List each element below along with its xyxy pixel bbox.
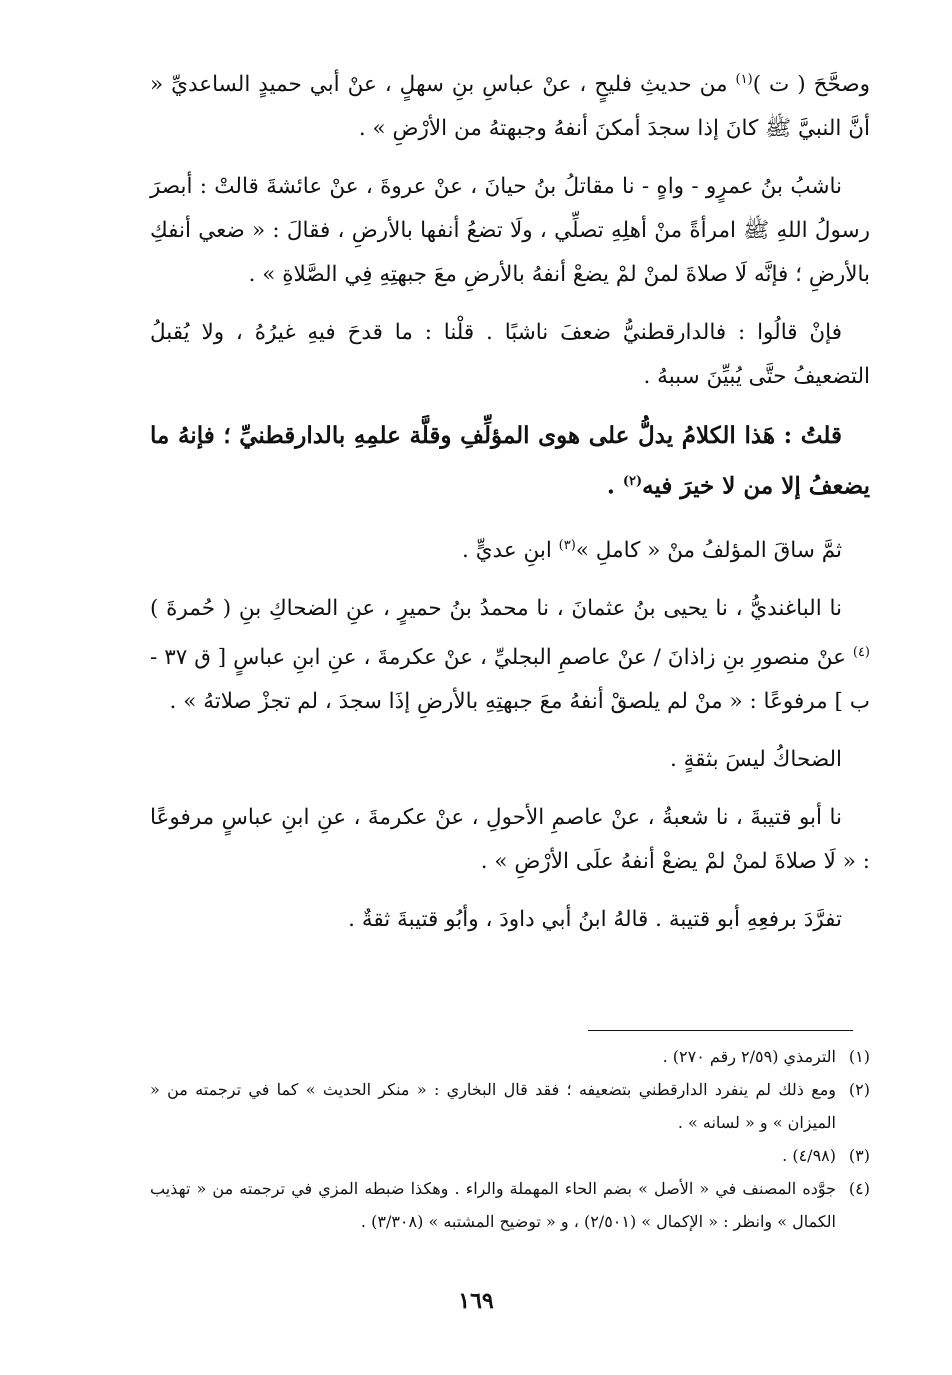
footnote-ref: (٢) bbox=[622, 474, 643, 490]
page-number: ١٦٩ bbox=[458, 1288, 494, 1314]
footnote-ref: (٤) bbox=[852, 644, 870, 660]
footnote-ref: (٣) bbox=[558, 537, 576, 553]
paragraph-5 bbox=[150, 524, 870, 573]
footnotes bbox=[150, 1040, 870, 1238]
paragraph-4-author-comment bbox=[150, 413, 870, 510]
footnote-text: ومع ذلك لم ينفرد الدارقطني بتضعيفه ؛ فقد قال البخاري : « منكر الحديث » كما في ترجمته من « الميزان » و « لسانه » . bbox=[150, 1080, 837, 1132]
paragraph-8 bbox=[150, 796, 870, 884]
footnote-ref: (١) bbox=[735, 72, 753, 87]
paragraph-3 bbox=[150, 311, 870, 399]
footnote-text: الترمذي (٢/٥٩ رقم ٢٧٠) . bbox=[662, 1047, 836, 1066]
paragraph-1 bbox=[150, 58, 870, 151]
footnote-4 bbox=[150, 1172, 870, 1238]
paragraph-text: من حديثِ فليحٍ ، عنْ عباسِ بنِ سهلٍ ، عنْ أبي حميدٍ الساعديِّ « أنَّ النبيَّ ﷺ كانَ إذا سجدَ أمكنَ أنفهُ وجبهتهُ من الأرْضِ » . bbox=[150, 72, 870, 142]
paragraph-6 bbox=[150, 587, 870, 724]
footnote-1 bbox=[150, 1040, 870, 1073]
footnote-text: (٤/٩٨) . bbox=[782, 1146, 836, 1165]
paragraph-7 bbox=[150, 738, 870, 782]
paragraph-text: عنْ منصورِ بنِ زاذانَ / عنْ عاصمِ البجليِّ ، عنْ عكرمةَ ، عنِ ابنِ عباسٍ [ ق ٣٧ - ب ] مرفوعًا : « منْ لم يلصقْ أنفهُ معَ جبهتِهِ بالأرضِ إذَا سجدَ ، لم تجزْ صلاتهُ » . bbox=[150, 645, 870, 715]
footnote-number: (٣) bbox=[848, 1146, 870, 1165]
paragraph-text: نا الباغنديُّ ، نا يحيى بنُ عثمانَ ، نا محمدُ بنُ حميرٍ ، عنِ الضحاكِ بنِ ( حُمرةَ ) bbox=[150, 595, 842, 621]
paragraph-2 bbox=[150, 165, 870, 297]
paragraph-text: وصحَّحَ ( ت ) bbox=[752, 72, 871, 98]
footnote-number: (٤) bbox=[848, 1179, 870, 1198]
footnote-3 bbox=[150, 1139, 870, 1172]
paragraph-text: فإنْ قالُوا : فالدارقطنيُّ ضعفَ ناشبًا . قلْنا : ما قدحَ فيهِ غيرُهُ ، ولا يُقبلُ التضعيفُ حتَّى يُبيِّنَ سببهُ . bbox=[150, 320, 870, 390]
paragraph-text: ناشبُ بنُ عمرٍو - واهٍ - نا مقاتلُ بنُ حيانَ ، عنْ عروةَ ، عنْ عائشةَ قالتْ : أبصرَ رسولُ اللهِ ﷺ امرأةً منْ أهلِهِ تصلِّي ، ولَا تضعُ أنفها بالأرضِ ، فقالَ : « ضعي أنفكِ بالأرضِ ؛ فإنَّه لَا صلاةَ لمنْ لمْ يضعْ أنفهُ بالأرضِ معَ جبهتِهِ فِي الصَّلاةِ » . bbox=[150, 174, 870, 288]
footnote-text: جوَّده المصنف في « الأصل » بضم الحاء المهملة والراء . وهكذا ضبطه المزي في ترجمته من « تهذيب الكمال » وانظر : « الإكمال » (٢/٥٠١) ، و « توضيح المشتبه » (٣/٣٠٨) . bbox=[150, 1179, 836, 1231]
footnote-number: (١) bbox=[848, 1047, 870, 1066]
paragraph-text: ثمَّ ساقَ المؤلفُ منْ « كاملِ » bbox=[575, 537, 842, 563]
paragraph-text: . bbox=[606, 472, 623, 500]
main-text bbox=[150, 58, 870, 956]
paragraph-text: تفرَّدَ برفعِهِ أبو قتيبة . قالهُ ابنُ أبي داودَ ، وأبُو قتيبةَ ثقةٌ . bbox=[348, 907, 842, 933]
footnote-number: (٢) bbox=[848, 1080, 870, 1099]
paragraph-text: ابنِ عديٍّ . bbox=[462, 537, 559, 563]
footnote-divider bbox=[588, 1030, 853, 1031]
paragraph-9 bbox=[150, 898, 870, 942]
footnote-2 bbox=[150, 1073, 870, 1139]
paragraph-text: قلتُ : هَذا الكلامُ يدلُّ على هوى المؤلِّفِ وقلَّة علمِهِ بالدارقطنيِّ ؛ فإنهُ ما يضعفُ إلا من لا خيرَ فيه bbox=[150, 422, 870, 500]
paragraph-text: نا أبو قتيبةَ ، نا شعبةُ ، عنْ عاصمِ الأحولِ ، عنْ عكرمةَ ، عنِ ابنِ عباسٍ مرفوعًا : « لَا صلاةَ لمنْ لمْ يضعْ أنفهُ علَى الأرْضِ » . bbox=[150, 805, 870, 875]
paragraph-text: الضحاكُ ليسَ بثقةٍ . bbox=[670, 747, 842, 773]
